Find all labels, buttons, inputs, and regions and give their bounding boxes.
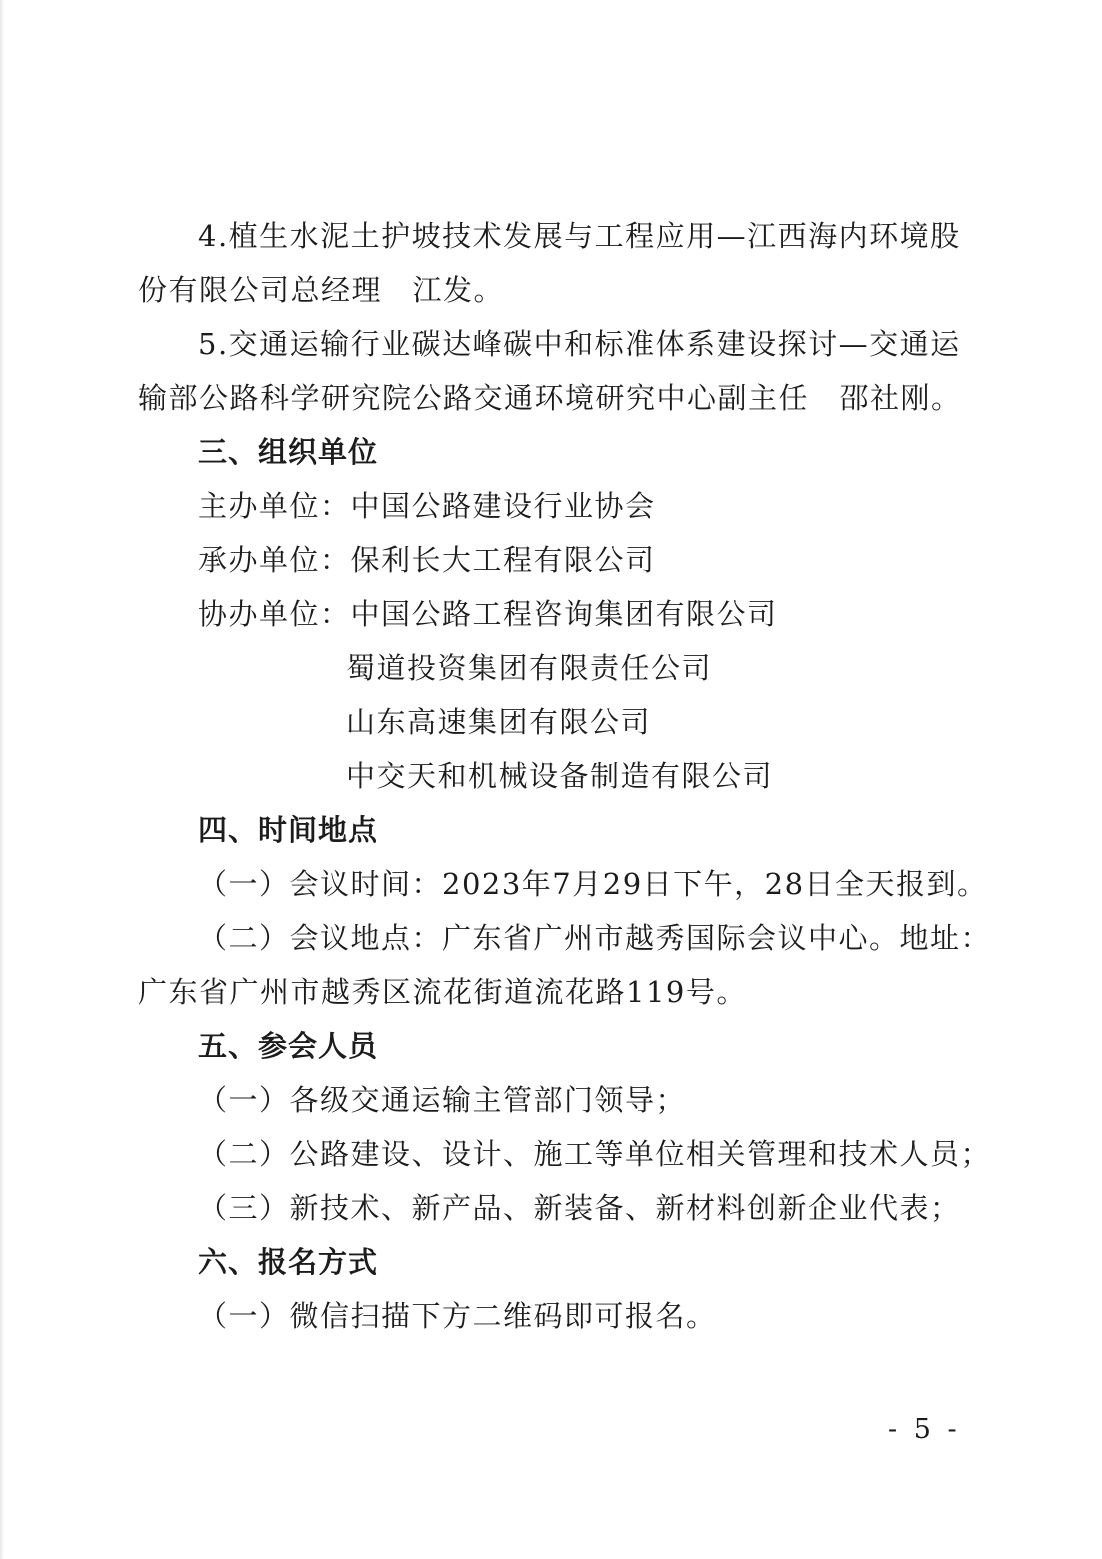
item-5-line-1: 5.交通运输行业碳达峰碳中和标准体系建设探讨—交通运 bbox=[198, 327, 961, 361]
registration-method: （一）微信扫描下方二维码即可报名。 bbox=[198, 1299, 717, 1333]
co-organizer-item: 山东高速集团有限公司 bbox=[346, 705, 652, 739]
attendee-item: （二）公路建设、设计、施工等单位相关管理和技术人员； bbox=[198, 1137, 992, 1171]
meeting-venue-line-1: （二）会议地点：广东省广州市越秀国际会议中心。地址： bbox=[198, 921, 992, 955]
host-unit: 主办单位：中国公路建设行业协会 bbox=[198, 489, 656, 523]
item-4-line-1: 4.植生水泥土护坡技术发展与工程应用—江西海内环境股 bbox=[198, 219, 961, 253]
item-4-line-2: 份有限公司总经理 江发。 bbox=[138, 273, 505, 307]
page-number: - 5 - bbox=[888, 1414, 961, 1445]
attendee-item: （一）各级交通运输主管部门领导； bbox=[198, 1083, 687, 1117]
co-organizer-item: 中交天和机械设备制造有限公司 bbox=[346, 759, 774, 793]
co-organizer-unit: 协办单位：中国公路工程咨询集团有限公司 bbox=[198, 597, 778, 631]
item-5-line-2: 输部公路科学研究院公路交通环境研究中心副主任 邵社刚。 bbox=[138, 381, 962, 415]
scan-edge-shadow bbox=[0, 0, 4, 1559]
organizer-unit: 承办单位：保利长大工程有限公司 bbox=[198, 543, 656, 577]
section-3-heading: 三、组织单位 bbox=[198, 435, 379, 469]
attendee-item: （三）新技术、新产品、新装备、新材料创新企业代表； bbox=[198, 1191, 961, 1225]
meeting-time: （一）会议时间：2023年7月29日下午，28日全天报到。 bbox=[198, 867, 988, 901]
meeting-venue-line-2: 广东省广州市越秀区流花街道流花路119号。 bbox=[138, 975, 747, 1009]
co-organizer-item: 蜀道投资集团有限责任公司 bbox=[346, 651, 713, 685]
section-6-heading: 六、报名方式 bbox=[198, 1245, 379, 1279]
section-5-heading: 五、参会人员 bbox=[198, 1029, 379, 1063]
section-4-heading: 四、时间地点 bbox=[198, 813, 379, 847]
